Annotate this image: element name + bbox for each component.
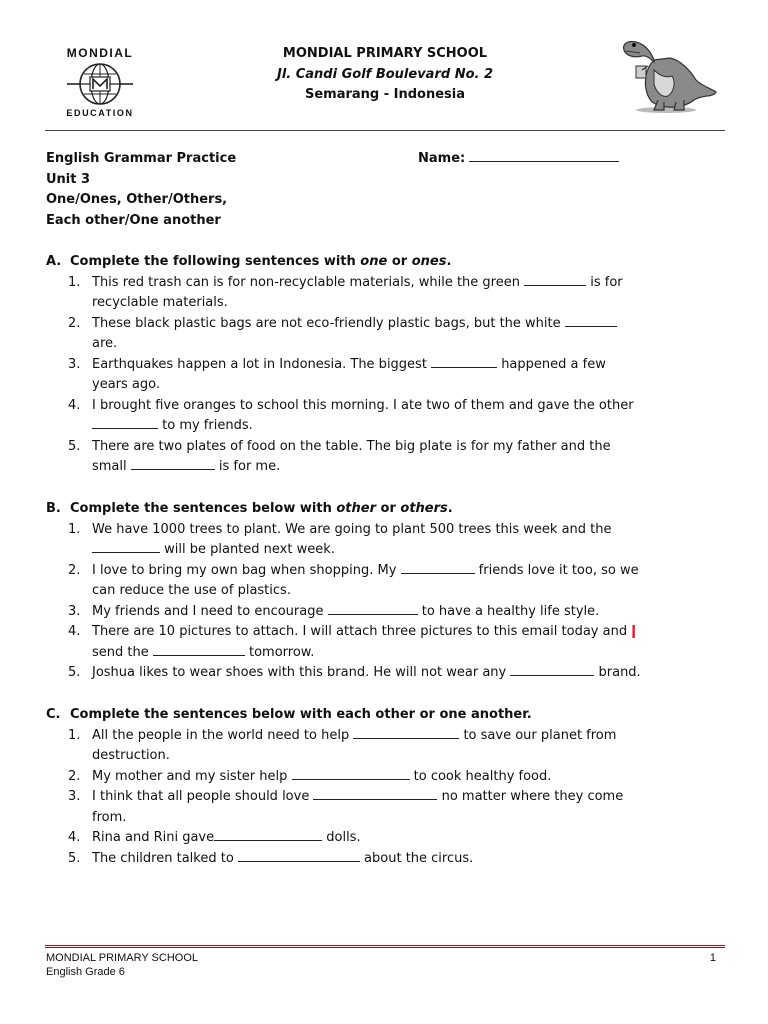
list-item: 5. There are two plates of food on the table. The big plate is for my father and the small is for me. bbox=[68, 438, 611, 474]
answer-blank[interactable] bbox=[313, 787, 437, 800]
globe-icon bbox=[65, 62, 135, 106]
logo-text-top: MONDIAL bbox=[66, 46, 134, 60]
list-item: 4. Rina and Rini gave dolls. bbox=[68, 830, 361, 845]
footer-school: MONDIAL PRIMARY SCHOOL bbox=[46, 952, 198, 964]
unit-label: Unit 3 bbox=[46, 172, 91, 187]
answer-blank[interactable] bbox=[510, 663, 594, 676]
school-address-line1: Jl. Candi Golf Boulevard No. 2 bbox=[276, 66, 494, 82]
name-field[interactable] bbox=[418, 149, 619, 170]
name-label: Name: bbox=[418, 151, 466, 166]
page-number: 1 bbox=[709, 952, 716, 964]
list-item: 2. These black plastic bags are not eco-friendly plastic bags, but the white are. bbox=[46, 314, 716, 355]
footer-grade: English Grade 6 bbox=[46, 966, 125, 978]
section-b bbox=[46, 499, 716, 684]
list-item: 1. We have 1000 trees to plant. We are going to plant 500 trees this week and the will be planted next week. bbox=[68, 521, 612, 557]
footer-divider bbox=[45, 945, 725, 948]
header-divider bbox=[45, 130, 725, 131]
list-item: 5. The children talked to about the circus. bbox=[68, 850, 474, 866]
answer-blank[interactable] bbox=[214, 828, 322, 841]
answer-blank[interactable] bbox=[431, 355, 497, 368]
answer-blank[interactable] bbox=[292, 767, 410, 780]
answer-blank[interactable] bbox=[238, 849, 360, 862]
list-item: 3. Earthquakes happen a lot in Indonesia. The biggest happened a few years ago. bbox=[68, 356, 606, 392]
red-cursor-mark: ǀ bbox=[631, 624, 637, 639]
topic-line2: Each other/One another bbox=[46, 213, 221, 228]
school-name: MONDIAL PRIMARY SCHOOL bbox=[282, 46, 488, 61]
page-footer bbox=[46, 951, 716, 979]
list-item: 1. All the people in the world need to help to save our planet from destruction. bbox=[68, 727, 617, 763]
name-blank[interactable] bbox=[469, 149, 619, 162]
subject-title: English Grammar Practice bbox=[46, 151, 237, 166]
section-b-heading: B. Complete the sentences below with other or others. bbox=[46, 501, 453, 516]
list-item: 2. I love to bring my own bag when shopping. My friends love it too, so we can reduce the use of plastics. bbox=[68, 562, 639, 598]
answer-blank[interactable] bbox=[328, 602, 418, 615]
section-a bbox=[46, 252, 716, 478]
list-item: 3. I think that all people should love no matter where they come from. bbox=[68, 789, 624, 825]
answer-blank[interactable] bbox=[353, 726, 459, 739]
list-item: 4. I brought five oranges to school this morning. I ate two of them and gave the other to my friends. bbox=[68, 397, 634, 433]
school-address-line2: Semarang - Indonesia bbox=[304, 87, 466, 102]
answer-blank[interactable] bbox=[153, 643, 245, 656]
section-c bbox=[46, 705, 716, 869]
list-item: 4. There are 10 pictures to attach. I will attach three pictures to this email today and ǀ send the tomorrow. bbox=[68, 624, 637, 660]
answer-blank[interactable] bbox=[565, 314, 617, 327]
section-a-heading: A. Complete the following sentences with one or ones. bbox=[46, 254, 452, 269]
answer-blank[interactable] bbox=[131, 457, 215, 470]
list-item: 1. This red trash can is for non-recyclable materials, while the green is for recyclable materials. bbox=[68, 274, 623, 310]
mondial-logo bbox=[58, 46, 142, 120]
answer-blank[interactable] bbox=[524, 273, 586, 286]
answer-blank[interactable] bbox=[92, 540, 160, 553]
topic-line1: One/Ones, Other/Others, bbox=[46, 192, 228, 207]
list-item: 5. Joshua likes to wear shoes with this brand. He will not wear any brand. bbox=[68, 665, 641, 680]
logo-text-bottom: EDUCATION bbox=[66, 108, 134, 118]
school-heading bbox=[200, 44, 570, 106]
list-item: 3. My friends and I need to encourage to have a healthy life style. bbox=[68, 603, 600, 619]
list-item: 2. My mother and my sister help to cook healthy food. bbox=[68, 768, 552, 784]
answer-blank[interactable] bbox=[401, 561, 475, 574]
dinosaur-mascot-icon bbox=[614, 30, 718, 114]
section-c-heading: C. Complete the sentences below with each other or one another. bbox=[46, 707, 532, 722]
answer-blank[interactable] bbox=[92, 416, 158, 429]
